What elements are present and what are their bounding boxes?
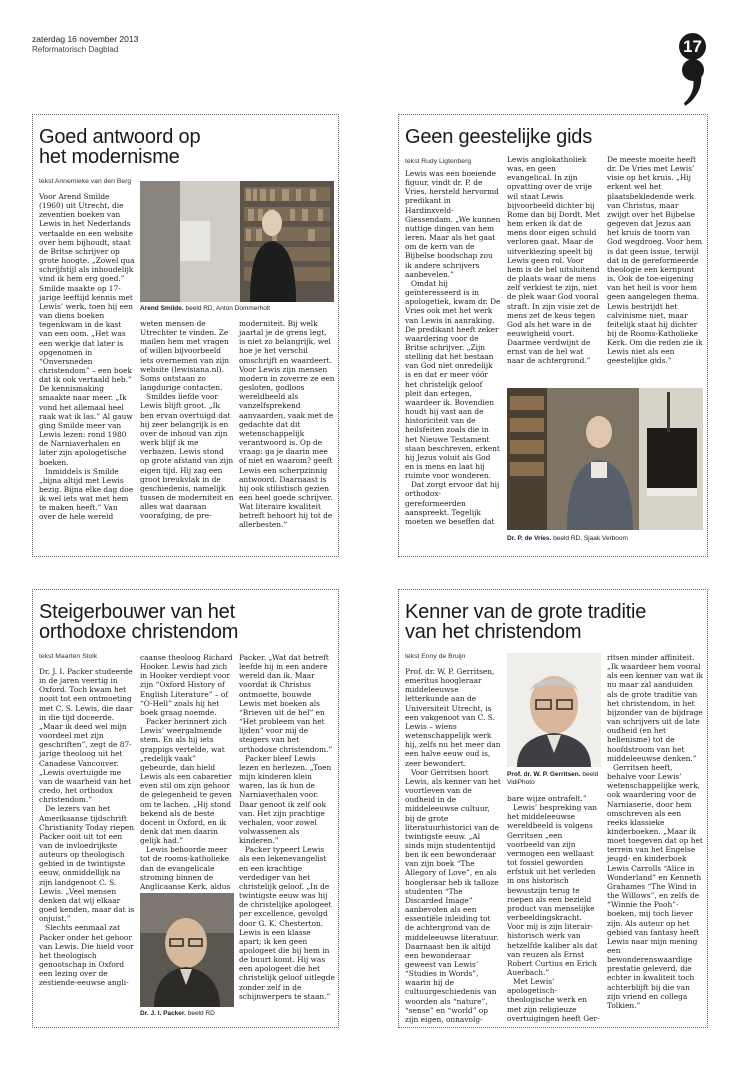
column-3: moderniteit. Bij welk jaartal je de grens legt, is niet zo belangrijk, wel hoe je het verschil omschrijft en waardeert. Voor Lewis zijn mensen modern in zoverre ze een gesloten, godloos wereldbeeld als vanzelfsprekend aanvaarden, vaak met de gedachte dat dit wetenschappelijk verantwoord is. Op de vraag: ga je daarin mee of niet en waarom? geeft Lewis een scherpzinnig antwoord. Daarnaast is hij ook stilistisch gezien een heel goede schrijver. Wat literaire kwaliteit betreft behoort hij tot de allerbesten.” — [239, 319, 335, 530]
photo-caption: Arend Smilde. beeld RD, Anton Dommerholt — [140, 305, 271, 312]
article-byline: tekst Rudy Ligtenberg — [405, 158, 472, 165]
article-smilde — [32, 114, 339, 557]
photo-caption: Prof. dr. W. P. Gerritsen. beeld VidiPhoto — [507, 771, 599, 786]
column-2: caanse theoloog Richard Hooker. Lewis had zich in Hooker verdiept voor zijn “Oxford History of English Literature” – of “O-Hell” zoals hij het boek graag noemde. Packer herinnert zich Lewis’ weergalmende stem. En als hij iets grappigs vertelde, wat „redelijk vaak” gebeurde, dan hield Lewis als een cabaretier even stil om zijn gehoor de gelegenheid te geven om te lachen. „Hij stond bekend als de beste docent in Oxford, en ik denk dat men daarin gelijk had.” Lewis behoorde meer tot de rooms-katholieke dan de evangelicale stroming binnen de Anglicaanse Kerk, aldus — [140, 653, 233, 891]
photo-caption: Dr. J. I. Packer. beeld RD — [140, 1010, 215, 1017]
photo-j-i-packer — [140, 893, 234, 1007]
article-title: Kenner van de grote traditie van het christendom — [405, 601, 647, 643]
photo-caption: Dr. P. de Vries. beeld RD, Sjaak Verboom — [507, 535, 628, 542]
article-title: Geen geestelijke gids — [405, 126, 593, 148]
article-de-vries — [398, 114, 708, 557]
page-number: 17 — [679, 33, 706, 60]
newspaper-name: Reformatorisch Dagblad — [32, 45, 119, 54]
article-packer — [32, 589, 339, 1028]
article-byline: tekst Annemieke van den Berg — [39, 178, 132, 185]
article-title: Goed antwoord op het modernisme — [39, 126, 201, 168]
photo-p-de-vries — [507, 388, 703, 530]
column-1: Voor Arend Smilde (1960) uit Utrecht, die zeventien boeken van Lewis in het Nederlands vertaalde en een website over hem bijhoudt, staat de Britse schrijver op grote hoogte. „Zowel qua schrijfstijl als inhoudelijk vind ik hem erg goed.” Smilde maakte op 17-jarige leeftijd kennis met Lewis’ werk, toen hij een van diens boeken tegenkwam in de kast van een oom. „Het was een werkje dat later is opgenomen in “Onversneden christendom” – een boek dat ik ook vertaald heb.” De kennismaking smaakte naar meer. „Ik vond het allemaal heel raak wat ik las.” Al gauw ging Smilde meer van Lewis lezen: rond 1980 de Narniaverhalen en later zijn apologetische boeken. Inmiddels is Smilde „bijna altijd met Lewis bezig. Bijna elke dag doe ik wel iets wat met hem te maken heeft.” Van over de hele wereld — [39, 192, 135, 522]
column-3: ritsen minder affiniteit. „Ik waardeer hem vooral als een kenner van wat ik nu maar zal aanduiden als de grote traditie van het christendom, in het bijzonder van de bijdrage van schrijvers uit de late oudheid (en het hellenisme) tot de hoofdstroom van het middeleeuwse denken.” Gerritsen heeft, behalve voor Lewis’ wetenschappelijke werk, ook waardering voor de Narniaserie, door hem omschreven als een reeks klassieke kinderboeken. „Maar ik moet toegeven dat op het terrein van het Engelse jeugd- en kinderboek Lewis Carrolls “Alice in Wonderland” en Kenneth Grahames “The Wind in the Willows”, en zelfs de “Winnie the Pooh”-boeken, mij toch liever zijn. Als auteur op het gebied van fantasy heeft Lewis naar mijn mening een bewonderenswaardige prestatie geleverd, die echter in kwaliteit toch achterblijft bij die van zijn vriend en collega Tolkien.” — [607, 653, 703, 1010]
column-1: Dr. J. I. Packer studeerde in de jaren veertig in Oxford. Toch kwam het nooit tot een ontmoeting met C. S. Lewis, die daar in die tijd doceerde. „Maar ik deed wel mijn voordeel met zijn geschriften”, zegt de 87-jarige theoloog uit het Canadese Vancouver. „Lewis overtuigde me van de waarheid van het credo, het orthodox christendom.” De lezers van het Amerikaanse tijdschrift Christianity Today riepen Packer ooit uit tot een van de invloedrijkste auteurs op theologisch gebied in de twintigste eeuw, onmiddellijk na zijn landgenoot C. S. Lewis. „Veel mensen denken dat wij elkaar goed kenden, maar dat is onjuist.” Slechts eenmaal zat Packer onder het gehoor van Lewis. Die hield voor het theologisch genootschap in Oxford een lezing over de zestiende-eeuwse angli- — [39, 667, 135, 988]
column-2: Lewis anglokatholiek was, en geen evangelical. In zijn opvatting over de vrije wil staat Lewis bijvoorbeeld dichter bij Rome dan bij Dordt. Met hem erken ik dat de mens door eigen schuld verloren gaat. Maar de uitverkiezing speelt bij Lewis geen rol. Voor hem is de hel uitsluitend de plaats waar de mens zelf verkiest te zijn, niet de plek waar God vooral straft. In zijn visie zet de mens zet de keus tegen God als het ware in de eeuwigheid voort. Daarmee verdwijnt de ernst van de hel wat naar de achtergrond.” — [507, 155, 600, 366]
photo-arend-smilde — [140, 181, 334, 302]
comma-logo-icon — [681, 58, 705, 108]
article-title: Steigerbouwer van het orthodoxe christendom — [39, 601, 239, 643]
column-1: Prof. dr. W. P. Gerritsen, emeritus hoogleraar middeleeuwse letterkunde aan de Universiteit Utrecht, is een vakgenoot van C. S. Lewis – wiens wetenschappelijk werk hij, zelfs nu het meer dan een halve eeuw oud is, zeer bewondert. Voor Gerritsen hoort Lewis, als kenner van het voortleven van de oudheid in de middeleeuwse cultuur, bij de grote literatuurhistorici van de twintigste eeuw. „Al sinds mijn studententijd ben ik een bewonderaar van zijn boek “The Allegory of Love”, en als hoogleraar heb ik talloze studenten “The Discarded Image” aanbevolen als een essentiële inleiding tot de achtergrond van de middeleeuwse literatuur. Daarnaast ben ik altijd een bewonderaar geweest van Lewis’ “Studies in Words”, waarin hij de cultuurgeschiedenis van woorden als “nature”, “sense” en “world” op zijn eigen, onnavolg- — [405, 667, 501, 1024]
column-2: bare wijze ontrafelt.” Lewis’ bespreking van het middeleeuwse wereldbeeld is volgens Gerritsen „een voorbeeld van zijn vermogen een wellaast tot fossiel geworden erfstuk uit het verleden in ons historisch bewustzijn terug te roepen als een bezield product van menselijke verbeeldingskracht. Voor mij is zijn literair-historisch werk van hetzelfde kaliber als dat van reuzen als Ernst Robert Curtius en Erich Auerbach.” Met Lewis’ apologetisch-theologische werk en met zijn religieuze overtuigingen heeft Ger- — [507, 794, 600, 1023]
column-1: Lewis was een boeiende figuur, vindt dr. P. de Vries, hersteld hervormd predikant in Hardinxveld-Giessendam. „We kunnen nuttige dingen van hem leren. Maar als het gaat om de kern van de Bijbelse boodschap zou ik andere schrijvers aanbevelen.” Omdat hij geïnteresseerd is in apologetiek, kwam dr. De Vries ook met het werk van Lewis in aanraking. De predikant heeft zeker waardering voor de Britse schrijver. „Zijn stelling dat het bestaan van God niet onredelijk is en dat er meer vóór het christelijk geloof pleit dan ertegen, waardeer ik. Bovendien houdt hij vast aan de historiciteit van de heilsfeiten zoals die in het Nieuwe Testament staan beschreven, erkent hij Jezus voluit als God en is mens en laat hij ruimte voor wonderen. Dat zorgt ervoor dat hij orthodox-gereformeerden aanspreekt. Tegelijk moeten we beseffen dat — [405, 169, 501, 526]
column-3: De meeste moeite heeft dr. De Vries met Lewis’ visie op het kruis. „Hij erkent wel het plaatsbekledende werk van Christus, maar zwijgt over het Bijbelse gegeven dat Jezus aan het kruis de toorn van God wegdroeg. Voor hem is dat geen issue, terwijl dat in de gereformeerde theologie een kernpunt is. Ook de toe-eigening van het heil is voor hem geen aangelegen thema. Lewis bestrijdt het calvinisme niet, maar feitelijk staat hij dichter bij de Rooms-Katholieke Kerk. Om die reden zie ik Lewis niet als een geestelijke gids.” — [607, 155, 703, 366]
article-byline: tekst Maarten Stolk — [39, 653, 98, 660]
article-gerritsen — [398, 589, 708, 1028]
article-byline: tekst Enny de Bruijn — [405, 653, 466, 660]
issue-date: zaterdag 16 november 2013 — [32, 34, 139, 44]
column-2: weten mensen de Utrechter te vinden. Ze mailen hem met vragen of willen bijvoorbeeld iets overnemen van zijn website (lewisiana.nl). Soms ontstaan zo langdurige contacten. Smildes liefde voor Lewis blijft groot. „Ik ben ervan overtuigd dat hij zeer belangrijk is en over de inhoud van zijn werk blijf ik me verbazen. Lewis stond op grote afstand van zijn eigen tijd. Hij zag een groot breukvlak in de geschiedenis, namelijk tussen de moderniteit en alles wat daaraan voorafging, de pre- — [140, 319, 234, 521]
photo-w-p-gerritsen — [507, 653, 601, 767]
column-3: Packer. „Wat dat betreft leefde hij in een andere wereld dan ik. Maar voordat ik Christus ontmoette, bouwde Lewis met boeken als “Brieven uit de hel” en “Het probleem van het lijden” voor mij de steigers van het orthodoxe christendom.” Packer bleef Lewis lezen en herlezen. „Toen mijn kinderen klein waren, las ik hun de Narniaverhalen voor. Daar genoot ik zelf ook van. Het zijn prachtige verhalen, voor zowel volwassenen als kinderen.” Packer typeert Lewis als een lekenevangelist en een krachtige verdediger van het christelijk geloof. „In de twintigste eeuw was hij de christelijke apologeet per excellence, gevolgd door G. K. Chesterton. Lewis is een klasse apart; ik ken geen apologeet die bij hem in de buurt komt. Hij was een apologeet die het christelijk geloof uitlegde zonder zelf in de schijnwerpers te staan.” — [239, 653, 335, 1001]
